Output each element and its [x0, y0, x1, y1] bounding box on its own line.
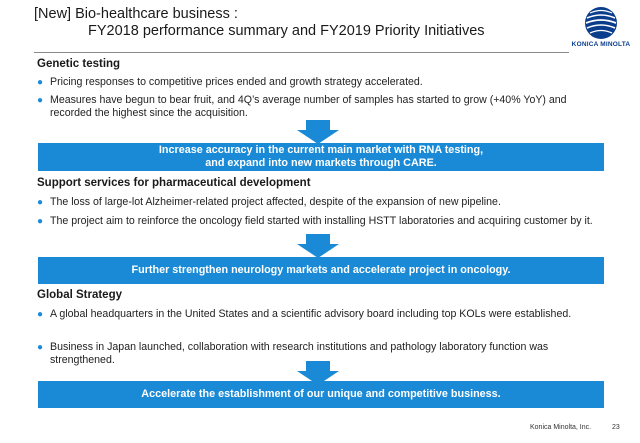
banner-global-strategy: [38, 381, 604, 408]
bullet-dot-icon: ●: [37, 309, 44, 320]
bullet-dot-icon: ●: [37, 216, 44, 227]
section-title-support-services: Support services for pharmaceutical development: [37, 177, 311, 189]
down-arrow-icon: [297, 234, 339, 258]
banner-line: and expand into new markets through CARE.: [205, 157, 437, 169]
title-line-1: [New] Bio-healthcare business :: [34, 6, 238, 22]
logo-wordmark: KONICA MINOLTA: [571, 41, 631, 48]
company-logo: [570, 6, 632, 58]
bullet-text: Pricing responses to competitive prices ended and growth strategy accelerated.: [50, 76, 423, 88]
bullet-item: [37, 76, 597, 89]
bullet-item: [37, 215, 597, 228]
banner-line: Accelerate the establishment of our unique and competitive business.: [141, 388, 501, 400]
page-number: 23: [612, 424, 620, 431]
bullet-dot-icon: ●: [37, 197, 44, 208]
banner-line: Increase accuracy in the current main market with RNA testing,: [158, 144, 484, 156]
bullet-dot-icon: ●: [37, 77, 44, 88]
globe-logo-icon: [584, 6, 618, 40]
down-arrow-icon: [297, 120, 339, 144]
bullet-text: The loss of large-lot Alzheimer-related project affected, despite of the expansion of new pipeline.: [50, 196, 501, 208]
bullet-dot-icon: ●: [37, 95, 44, 106]
banner-support-services: [38, 257, 604, 284]
bullet-text: A global headquarters in the United States and a scientific advisory board including top KOLs were established.: [50, 308, 572, 320]
title-line-2: FY2018 performance summary and FY2019 Priority Initiatives: [88, 23, 485, 39]
bullet-text: Measures have begun to bear fruit, and 4Q’s average number of samples has started to grow (+40% YoY) and recorded the highest since the acquisition.: [50, 94, 567, 119]
section-title-genetic-testing: Genetic testing: [37, 58, 121, 70]
banner-line: Further strengthen neurology markets and accelerate project in oncology.: [131, 264, 511, 276]
bullet-text: The project aim to reinforce the oncology field started with installing HSTT laboratories and acquiring customer by it.: [50, 215, 593, 227]
section-title-global-strategy: Global Strategy: [37, 289, 122, 301]
bullet-text: Business in Japan launched, collaboration with research institutions and pathology laboratory function was strengthened.: [50, 341, 549, 366]
bullet-item: [37, 196, 597, 209]
footer-company: Konica Minolta, Inc.: [530, 424, 592, 431]
bullet-item: [37, 94, 597, 120]
bullet-item: [37, 308, 597, 321]
header-divider: [34, 52, 569, 53]
bullet-dot-icon: ●: [37, 342, 44, 353]
slide-title: [34, 6, 554, 40]
banner-genetic-testing: [38, 143, 604, 171]
